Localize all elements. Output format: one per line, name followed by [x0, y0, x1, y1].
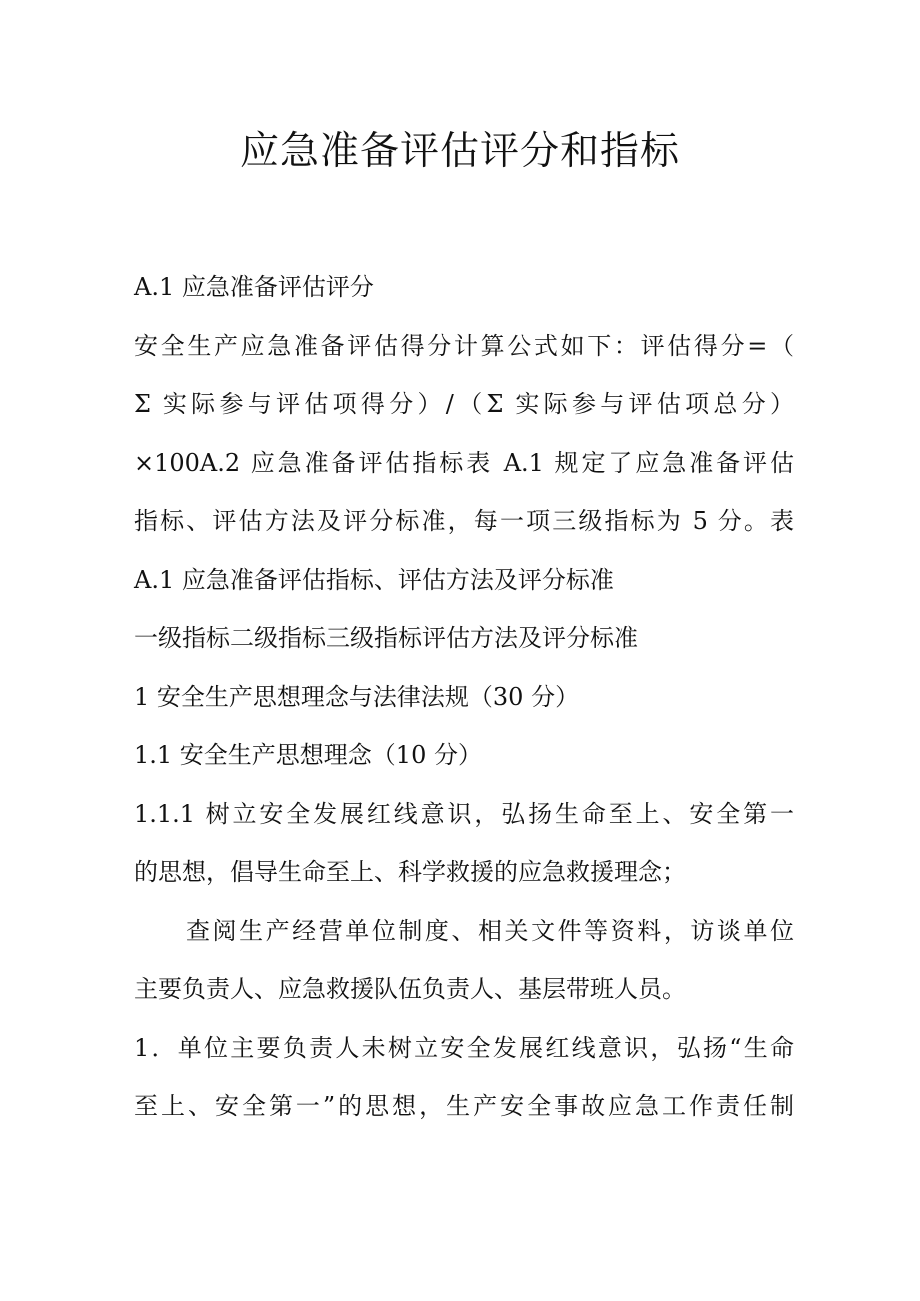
- table-caption: A.1 应急准备评估指标、评估方法及评分标准: [134, 565, 614, 594]
- paragraph-line: Σ 实际参与评估项得分）/（Σ 实际参与评估项总分）: [134, 390, 794, 418]
- table-header-row: 一级指标二级指标三级指标评估方法及评分标准: [134, 624, 638, 652]
- section-heading-a1: A.1 应急准备评估评分: [134, 273, 374, 301]
- paragraph-line: 安全生产应急准备评估得分计算公式如下：评估得分=（: [134, 331, 794, 360]
- scoring-criteria-line: 至上、安全第一”的思想，生产安全事故应急工作责任制: [134, 1092, 794, 1120]
- paragraph-line: 指标、评估方法及评分标准，每一项三级指标为 5 分。表: [134, 507, 794, 535]
- document-body: [134, 258, 794, 1136]
- scoring-criteria-line: 1．单位主要负责人未树立安全发展红线意识，弘扬“生命: [134, 1033, 794, 1062]
- paragraph-line: ×100A.2 应急准备评估指标表 A.1 规定了应急准备评估: [134, 448, 794, 477]
- level-2-indicator: 1.1 安全生产思想理念（10 分）: [134, 741, 482, 769]
- level-3-indicator-line: 1.1.1 树立安全发展红线意识，弘扬生命至上、安全第一: [134, 799, 794, 828]
- level-1-indicator: 1 安全生产思想理念与法律法规（30 分）: [134, 682, 580, 711]
- document-title: 应急准备评估评分和指标: [239, 129, 680, 174]
- assessment-method-line: 主要负责人、应急救援队伍负责人、基层带班人员。: [134, 975, 686, 1003]
- assessment-method-line: 查阅生产经营单位制度、相关文件等资料，访谈单位: [186, 916, 794, 945]
- level-3-indicator-line: 的思想，倡导生命至上、科学救援的应急救援理念；: [134, 858, 686, 886]
